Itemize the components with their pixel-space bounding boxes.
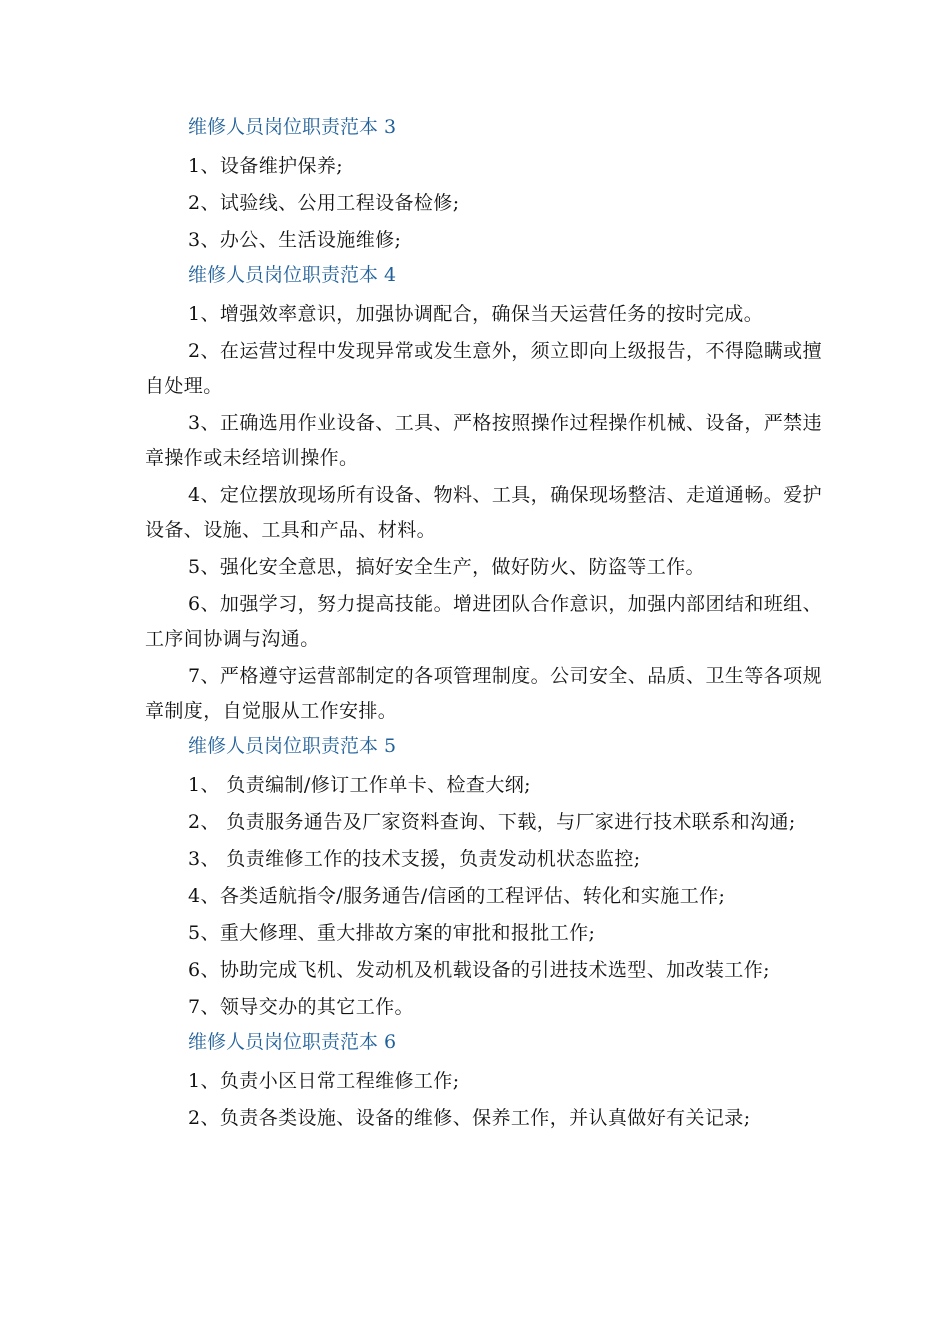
list-item: 5、重大修理、重大排故方案的审批和报批工作;	[188, 922, 596, 944]
section-heading: 维修人员岗位职责范本 4	[188, 264, 397, 286]
list-item: 3、办公、生活设施维修;	[188, 229, 402, 251]
list-item: 1、 负责编制/修订工作单卡、检查大纲;	[188, 774, 531, 796]
list-item: 3、 负责维修工作的技术支援，负责发动机状态监控;	[188, 848, 641, 870]
list-item: 6、协助完成飞机、发动机及机载设备的引进技术选型、加改装工作;	[188, 959, 770, 981]
section-template-5	[145, 731, 822, 1025]
list-item: 2、 负责服务通告及厂家资料查询、下载，与厂家进行技术联系和沟通;	[188, 811, 796, 833]
list-item: 6、加强学习，努力提高技能。增进团队合作意识，加强内部团结和班组、工序间协调与沟通。	[145, 593, 822, 650]
list-item: 2、负责各类设施、设备的维修、保养工作，并认真做好有关记录;	[188, 1107, 751, 1129]
section-template-4	[145, 260, 822, 729]
list-item: 1、负责小区日常工程维修工作;	[188, 1070, 460, 1092]
list-item: 1、增强效率意识，加强协调配合，确保当天运营任务的按时完成。	[188, 303, 764, 325]
list-item: 5、强化安全意思，搞好安全生产，做好防火、防盗等工作。	[188, 556, 705, 578]
list-item: 7、严格遵守运营部制定的各项管理制度。公司安全、品质、卫生等各项规章制度，自觉服从工作安排。	[145, 665, 822, 722]
list-item: 3、正确选用作业设备、工具、严格按照操作过程操作机械、设备，严禁违章操作或未经培训操作。	[145, 412, 822, 469]
list-item: 4、各类适航指令/服务通告/信函的工程评估、转化和实施工作;	[188, 885, 726, 907]
section-heading: 维修人员岗位职责范本 5	[188, 735, 397, 757]
list-item: 4、定位摆放现场所有设备、物料、工具，确保现场整洁、走道通畅。爱护设备、设施、工具和产品、材料。	[145, 484, 822, 541]
section-heading: 维修人员岗位职责范本 6	[188, 1031, 397, 1053]
list-item: 1、设备维护保养;	[188, 155, 344, 177]
list-item: 2、试验线、公用工程设备检修;	[188, 192, 460, 214]
section-template-6	[145, 1027, 822, 1136]
list-item: 7、领导交办的其它工作。	[188, 996, 414, 1018]
section-template-3	[145, 112, 822, 258]
list-item: 2、在运营过程中发现异常或发生意外，须立即向上级报告，不得隐瞒或擅自处理。	[145, 340, 822, 397]
section-heading: 维修人员岗位职责范本 3	[188, 116, 397, 138]
